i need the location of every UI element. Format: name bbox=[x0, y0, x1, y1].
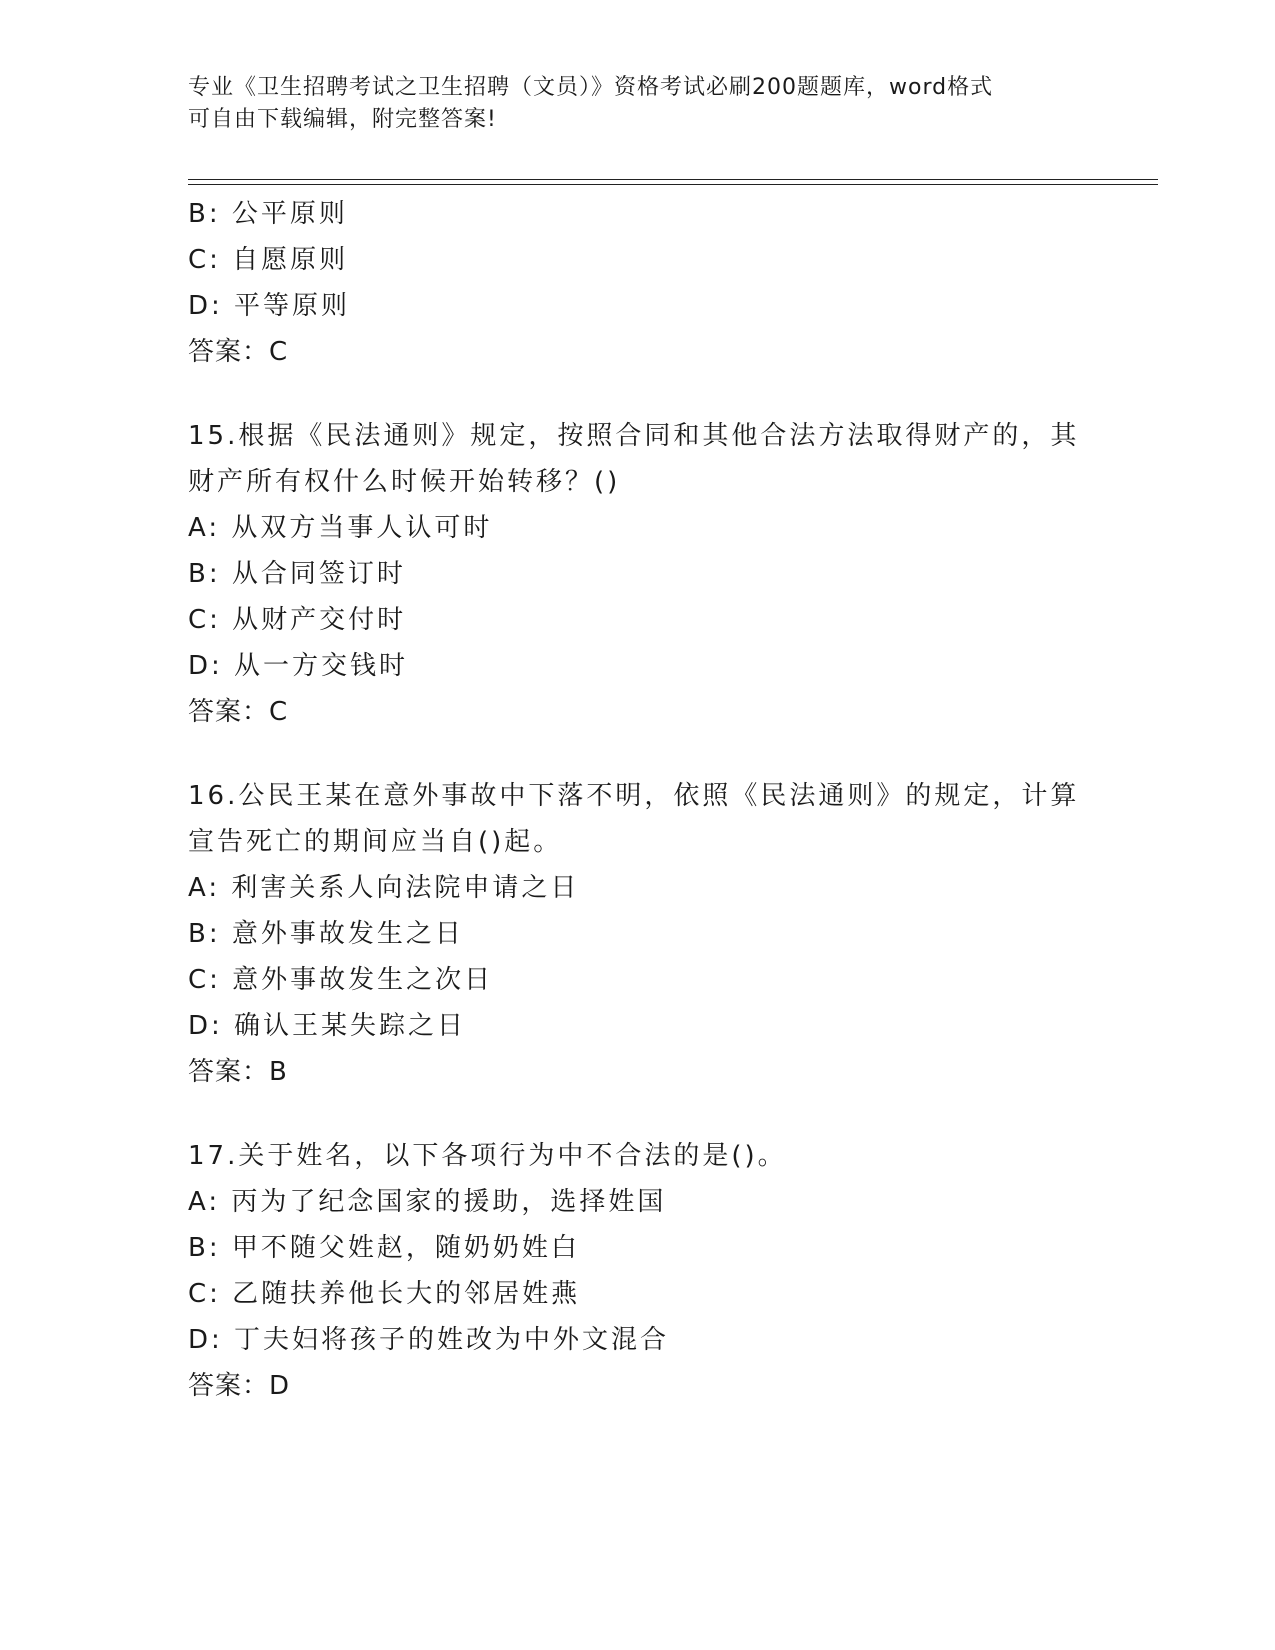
option-d: D: 从一方交钱时 bbox=[188, 651, 409, 681]
option-a: A: 丙为了纪念国家的援助，选择姓国 bbox=[188, 1187, 667, 1217]
option-d: D: 平等原则 bbox=[188, 291, 351, 321]
option-b: B: 从合同签订时 bbox=[188, 559, 406, 589]
header-title-line-2: 可自由下载编辑，附完整答案! bbox=[188, 107, 497, 132]
question-stem-line-2: 财产所有权什么时候开始转移？() bbox=[188, 467, 621, 497]
question-17 bbox=[188, 1133, 1088, 1409]
option-c: C: 意外事故发生之次日 bbox=[188, 965, 494, 995]
answer-line: 答案：C bbox=[188, 337, 289, 367]
header-rule-top bbox=[188, 179, 1158, 180]
option-d: D: 确认王某失踪之日 bbox=[188, 1011, 467, 1041]
option-c: C: 自愿原则 bbox=[188, 245, 349, 275]
option-d: D: 丁夫妇将孩子的姓改为中外文混合 bbox=[188, 1325, 670, 1355]
header-title-line-1: 专业《卫生招聘考试之卫生招聘（文员）》资格考试必刷200题题库，word格式 bbox=[188, 75, 994, 100]
question-list bbox=[188, 191, 1088, 1409]
question-15 bbox=[188, 413, 1088, 735]
document-header bbox=[188, 72, 1068, 136]
question-stem-line-1: 15.根据《民法通则》规定，按照合同和其他合法方法取得财产的，其 bbox=[188, 421, 1080, 451]
option-a: A: 从双方当事人认可时 bbox=[188, 513, 493, 543]
question-stem-line-1: 17.关于姓名，以下各项行为中不合法的是()。 bbox=[188, 1141, 787, 1171]
answer-line: 答案：C bbox=[188, 697, 289, 727]
option-b: B: 公平原则 bbox=[188, 199, 348, 229]
question-stem-line-1: 16.公民王某在意外事故中下落不明，依照《民法通则》的规定，计算 bbox=[188, 781, 1080, 811]
option-b: B: 甲不随父姓赵，随奶奶姓白 bbox=[188, 1233, 580, 1263]
question-stem-line-2: 宣告死亡的期间应当自()起。 bbox=[188, 827, 563, 857]
question-16 bbox=[188, 773, 1088, 1095]
question-14-continuation bbox=[188, 191, 1088, 375]
option-c: C: 乙随扶养他长大的邻居姓燕 bbox=[188, 1279, 581, 1309]
option-b: B: 意外事故发生之日 bbox=[188, 919, 464, 949]
option-c: C: 从财产交付时 bbox=[188, 605, 407, 635]
answer-line: 答案：B bbox=[188, 1057, 288, 1087]
header-rule-bottom bbox=[188, 184, 1158, 185]
option-a: A: 利害关系人向法院申请之日 bbox=[188, 873, 580, 903]
answer-line: 答案：D bbox=[188, 1371, 291, 1401]
